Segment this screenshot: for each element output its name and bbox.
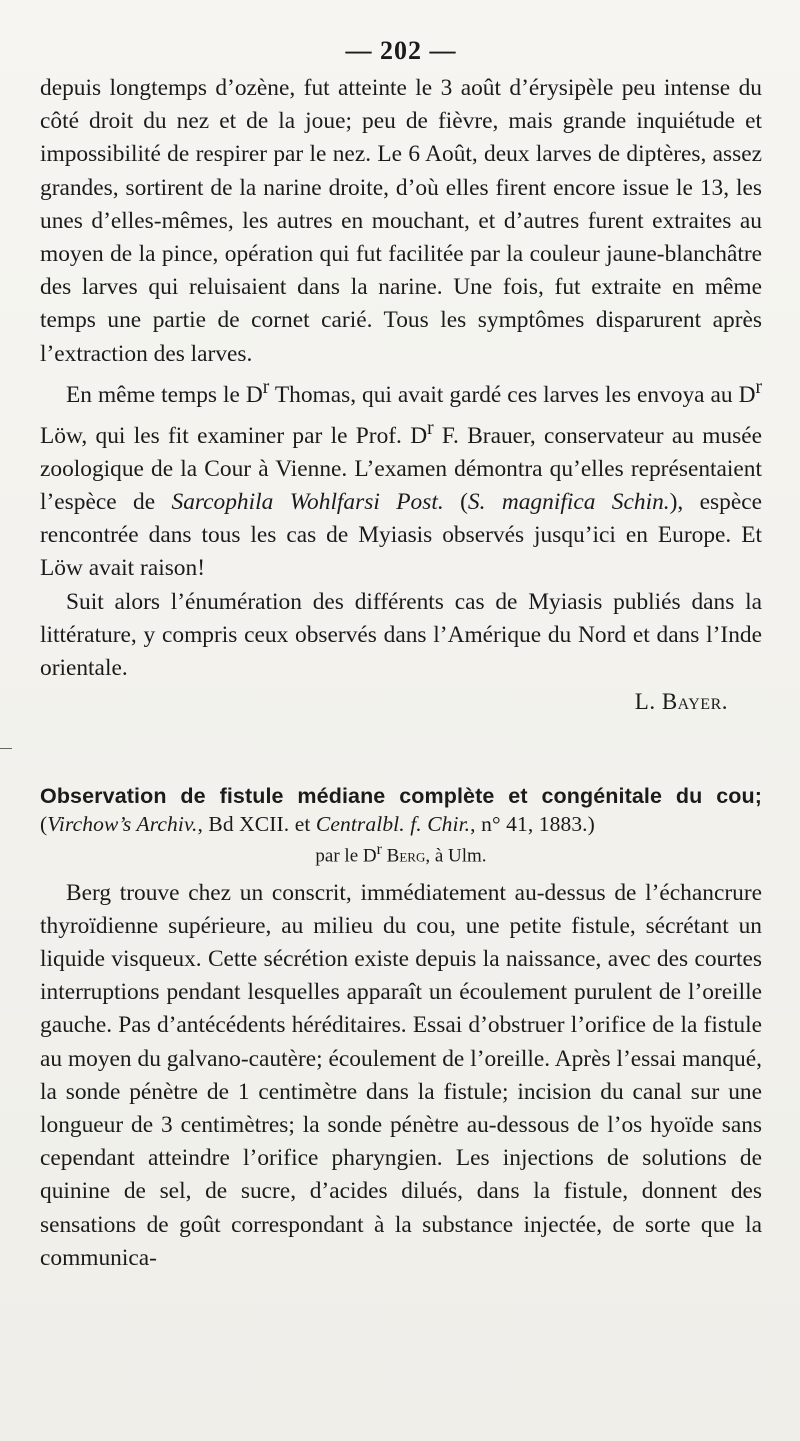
text-run: Thomas, qui avait gardé ces larves les envoya au D — [269, 381, 756, 408]
superscript: r — [755, 376, 763, 398]
text-run: Löw, qui les fit examiner par le Prof. D — [40, 422, 428, 449]
ref-text: , n° 41, 1883.) — [470, 812, 595, 837]
article-author — [40, 838, 762, 868]
text-run: F. Brauer, conservateur au musée zoologique de la Cour à Vienne. L’examen démontra qu’elles représentaient l’espèce de — [40, 422, 762, 516]
superscript: r — [376, 841, 382, 859]
superscript: r — [427, 417, 434, 439]
article-body: Berg trouve chez un conscrit, immédiatement au-dessus de l’échancrure thyroïdienne supérieure, au milieu du cou, une petite fistule, sécrétant un liquide visqueux. Cette sécrétion existe depuis la naissance, avec des courtes interruptions pendant lesquelles apparaît un écoulement purulent de l’oreille gauche. Pas d’antécédents héréditaires. Essai d’obstruer l’orifice de la fistule au moyen du galvano-cautère; écoulement de l’oreille. Après l’essai manqué, la sonde pénètre de 1 centimètre dans la fistule; incision du canal sur une longueur de 3 centimètres; la sonde pénètre au-dessous de l’os hyoïde sans cependant atteindre l’orifice pharyngien. Les injections de solutions de quinine de sel, de sucre, d’acides dilués, dans la fistule, donnent des sensations de goût correspondant à la substance injectée, de sorte que la communica- — [40, 879, 762, 1271]
paragraph-literature: Suit alors l’énumération des différents cas de Myiasis publiés dans la littérature, y compris ceux observés dans l’Amérique du Nord et dans l’Inde orientale. — [40, 588, 762, 682]
page-content — [40, 36, 762, 1275]
article-title — [40, 782, 762, 838]
text-run: ( — [443, 489, 468, 516]
species-name: Sarcophila Wohlfarsi Post. — [171, 489, 444, 516]
author-signature: L. Bayer. — [634, 689, 728, 715]
article-title-text: Observation de fistule médiane complète et congénitale du cou; — [40, 784, 762, 809]
page-number: — 202 — — [345, 36, 457, 65]
section-gap — [40, 718, 762, 782]
superscript: r — [262, 376, 270, 398]
author-place: , à Ulm. — [425, 845, 487, 867]
journal-name: Centralbl. f. Chir. — [315, 812, 471, 837]
author-name: Berg — [381, 845, 426, 867]
text-run: ), espèce rencontrée dans tous les cas de Myiasis observés jusqu’ici en Europe. Et Löw avait raison! — [40, 489, 762, 582]
ref-text: ( — [40, 812, 48, 837]
author-prefix: par le D — [315, 845, 377, 867]
ref-text: , Bd XCII. et — [197, 812, 316, 837]
text-run: En même temps le D — [66, 381, 263, 408]
paragraph-larvae-identification — [40, 371, 762, 586]
species-synonym: S. magnifica Schin. — [467, 489, 670, 516]
margin-mark — [0, 748, 12, 749]
journal-name: Virchow’s Archiv. — [47, 812, 198, 837]
paragraph-case-report: depuis longtemps d’ozène, fut atteinte le 3 août d’érysipèle peu intense du côté droit du nez et de la joue; peu de fièvre, mais grande inquiétude et impossibilité de respirer par le nez. Le 6 Août, deux larves de diptères, assez grandes, sortirent de la narine droite, d’où elles firent encore issue le 13, les unes d’elles-mêmes, les autres en mouchant, et d’autres furent extraites au moyen de la pince, opération qui fut facilitée par la couleur jaune-blanchâtre des larves qui reluisaient dans la narine. Une fois, fut extraite en même temps une partie de cornet carié. Tous les symptômes disparurent après l’extraction des larves. — [40, 75, 762, 367]
